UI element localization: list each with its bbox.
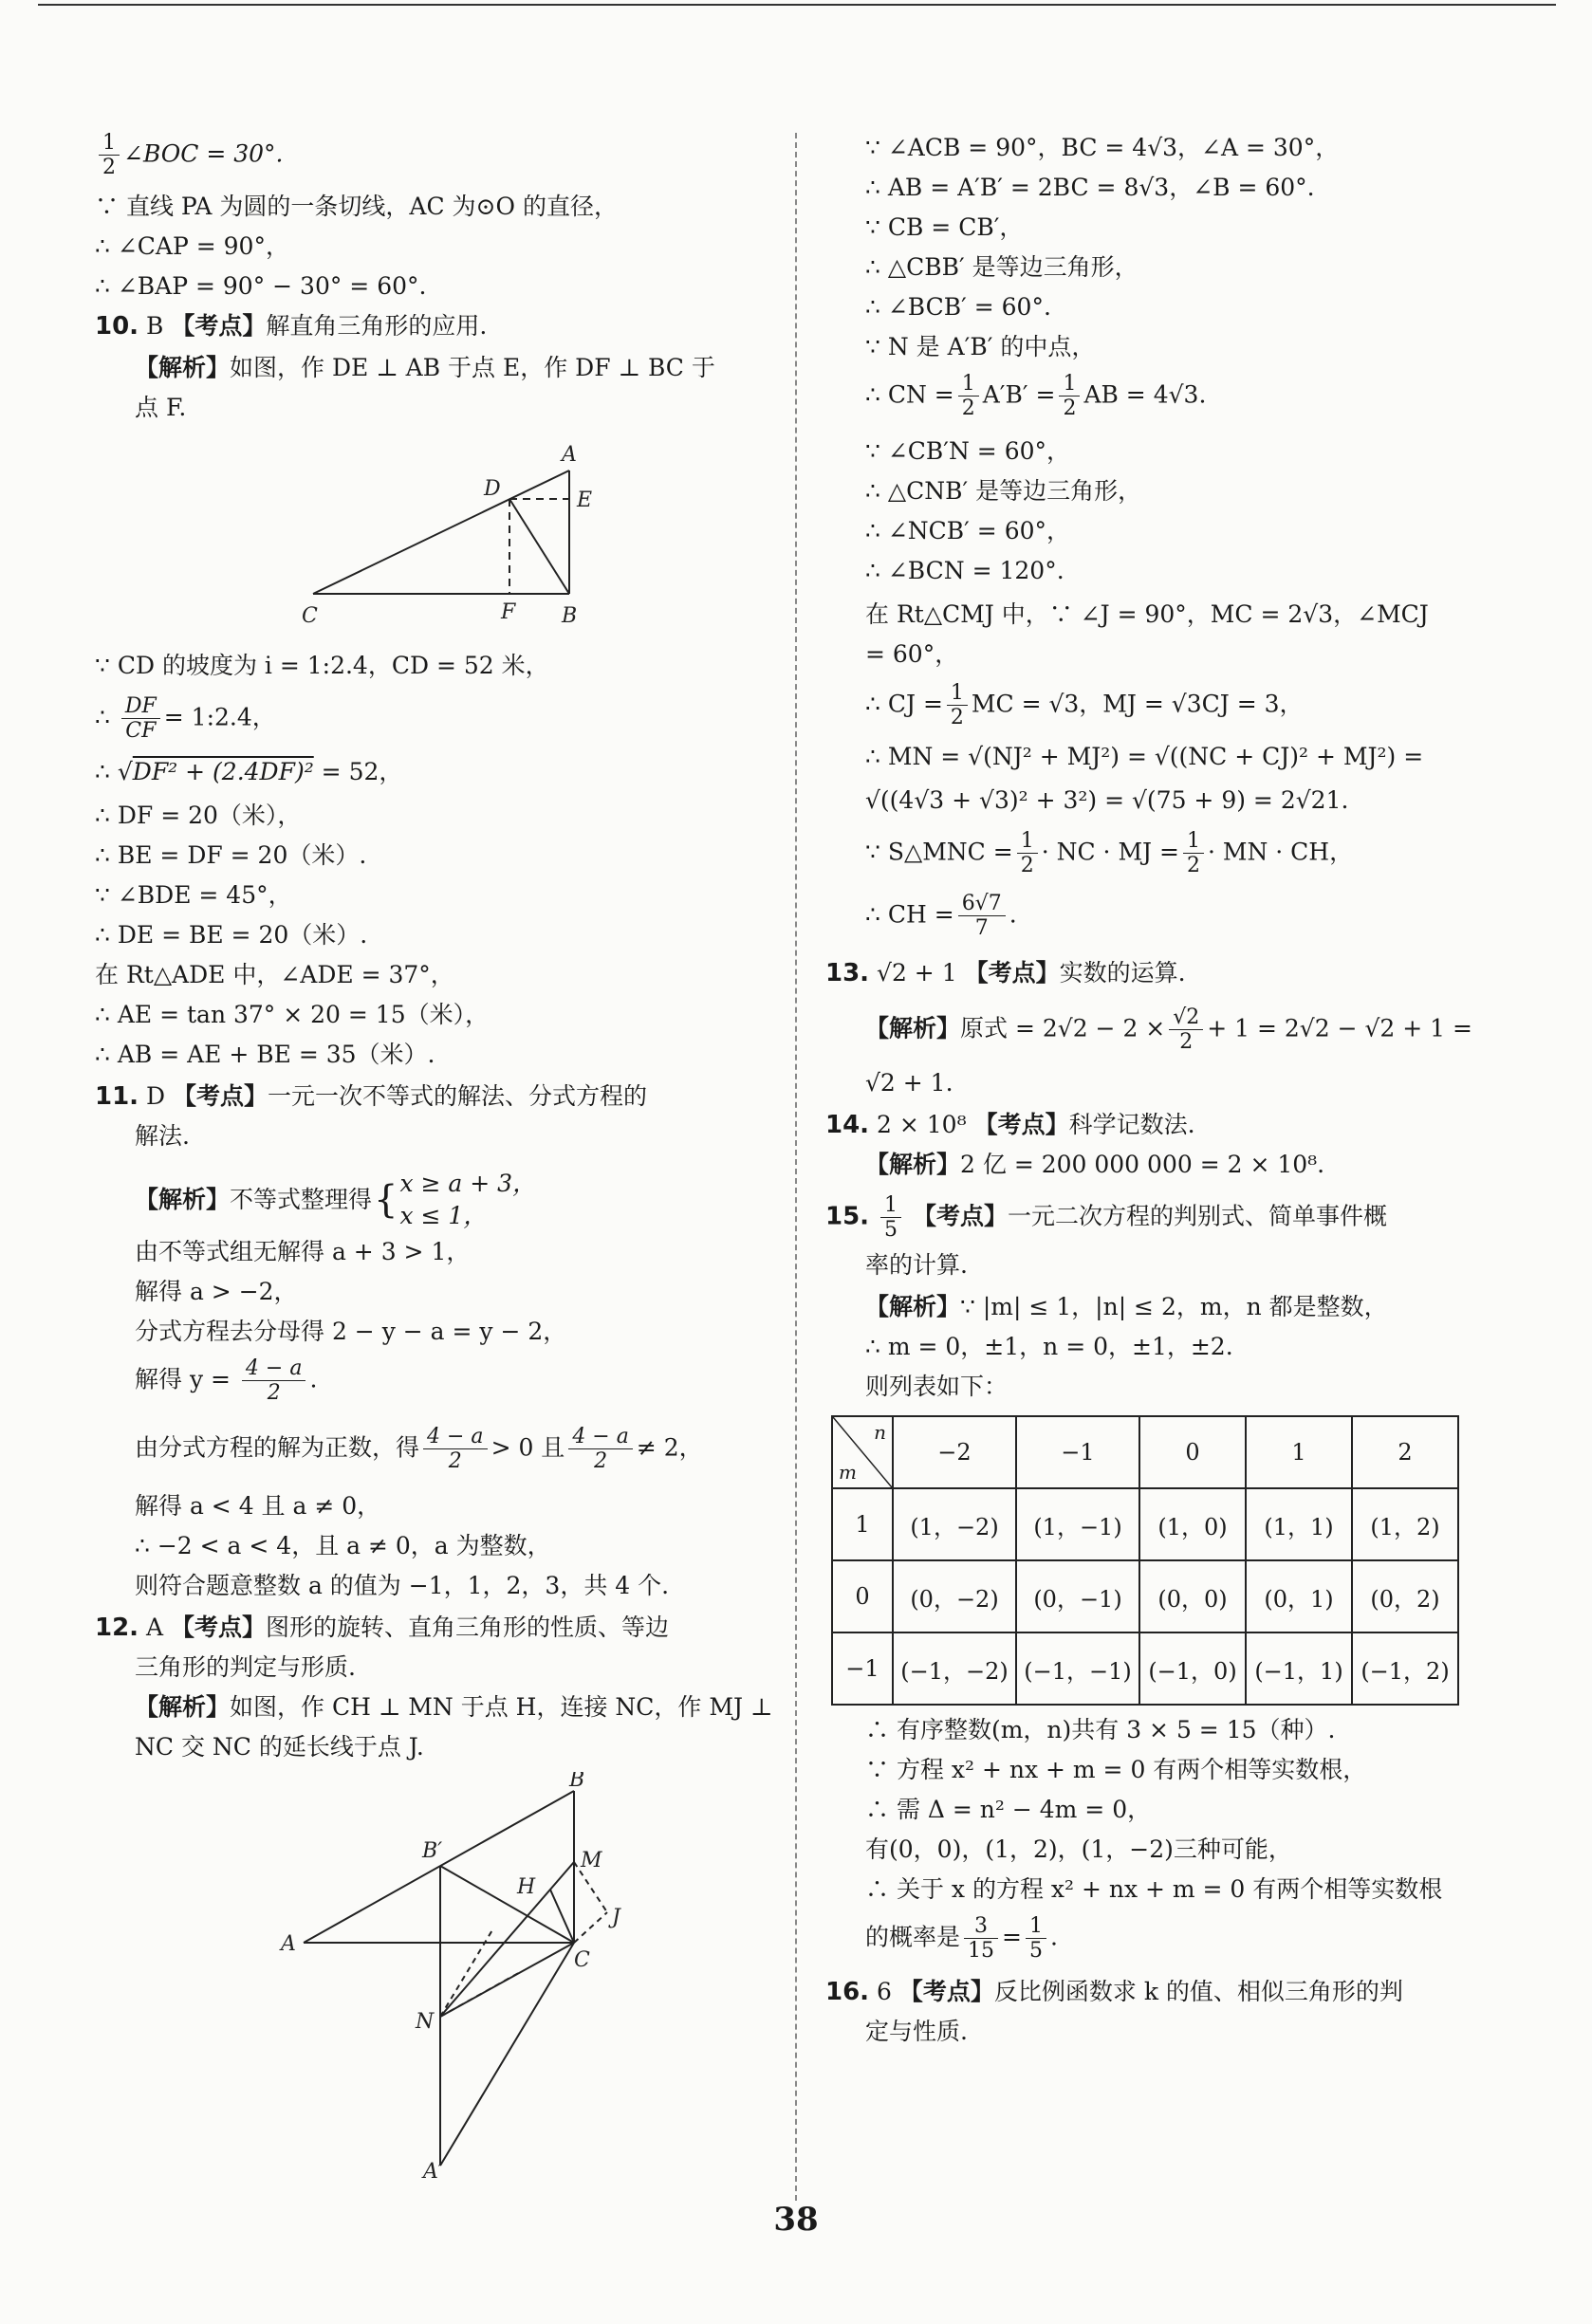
kaodian-text: 图形的旋转、直角三角形的性质、等边 bbox=[266, 1614, 670, 1641]
table-cell: (0，1) bbox=[1246, 1560, 1352, 1632]
frac-den: 2 bbox=[267, 1381, 281, 1406]
jiexi-tag: 【解析】 bbox=[865, 1014, 961, 1042]
kaodian-text: 一元二次方程的判别式、简单事件概 bbox=[1007, 1202, 1387, 1230]
label-H: H bbox=[517, 1875, 536, 1899]
answer: D bbox=[146, 1082, 166, 1110]
frac-num: 1 bbox=[1017, 829, 1038, 854]
kaodian-text: 一元一次不等式的解法、分式方程的 bbox=[268, 1082, 648, 1110]
r12-line: 在 Rt△CMJ 中，∵ ∠J = 90°，MC = 2√3，∠MCJ bbox=[865, 600, 1429, 628]
l3-line: ∴ ∠BAP = 90° − 30° = 60°. bbox=[95, 272, 427, 300]
line-dashed-1 bbox=[440, 1928, 493, 2017]
label-A-prime: A′ bbox=[423, 2160, 443, 2180]
l2-line: ∴ ∠CAP = 90°， bbox=[95, 232, 289, 260]
suffix: . bbox=[309, 1365, 318, 1393]
suffix: . bbox=[1009, 900, 1017, 929]
q13-header bbox=[825, 958, 1509, 1005]
q10-header bbox=[95, 311, 778, 353]
frac-den: 2 bbox=[1179, 1030, 1194, 1055]
q14-analysis bbox=[825, 1150, 1509, 1193]
kaodian-tag: 【考点】 bbox=[171, 312, 267, 340]
frac-den: 15 bbox=[968, 1939, 995, 1964]
label-C: C bbox=[302, 604, 318, 628]
col-header: 0 bbox=[1139, 1416, 1246, 1488]
label-C: C bbox=[574, 1948, 590, 1972]
answer-frac bbox=[880, 1193, 901, 1243]
table-cell: (0，−2) bbox=[893, 1560, 1016, 1632]
kaodian-text: 科学记数法. bbox=[1068, 1111, 1195, 1138]
kaodian-tag: 【考点】 bbox=[171, 1614, 267, 1641]
jiexi-tag: 【解析】 bbox=[135, 1185, 231, 1213]
suffix: ≠ 2， bbox=[636, 1433, 703, 1462]
q11-step-5 bbox=[95, 1425, 778, 1491]
q15-step-1: ∴ 有序整数(m，n)共有 3 × 5 = 15（种）. bbox=[865, 1716, 1336, 1743]
line-CA1 bbox=[440, 1943, 574, 2166]
q15-analysis-1 bbox=[825, 1292, 1509, 1332]
line-B1C bbox=[440, 1866, 574, 1943]
question-number: 11. bbox=[95, 1082, 139, 1111]
frac-num: 3 bbox=[964, 1914, 998, 1939]
r4-line: ∴ △CBB′ 是等边三角形， bbox=[865, 253, 1138, 281]
question-number: 16. bbox=[825, 1978, 870, 2006]
q10-step-2 bbox=[95, 694, 778, 757]
frac-2 bbox=[1026, 1914, 1046, 1964]
table-row bbox=[832, 1488, 1458, 1560]
r17-line bbox=[825, 829, 1509, 892]
table-cell: (−1，2) bbox=[1352, 1632, 1458, 1705]
frac-den: 2 bbox=[1020, 854, 1034, 878]
table-cell: (1，−1) bbox=[1016, 1488, 1139, 1560]
r18-line bbox=[825, 892, 1509, 958]
frac-den: 2 bbox=[448, 1449, 462, 1474]
page-number: 38 bbox=[773, 2201, 819, 2239]
q16-kaodian-2: 定与性质. bbox=[865, 2018, 968, 2045]
table-cell: (1，1) bbox=[1246, 1488, 1352, 1560]
frac bbox=[947, 681, 968, 730]
suffix: + 1 = 2√2 − √2 + 1 = bbox=[1207, 1014, 1472, 1042]
frac-num: 1 bbox=[947, 681, 968, 706]
col-header: 1 bbox=[1246, 1416, 1352, 1488]
r3-line: ∵ CB = CB′， bbox=[865, 213, 1024, 241]
table-cell: (−1，−2) bbox=[893, 1632, 1016, 1705]
suffix: = 1:2.4， bbox=[163, 703, 276, 731]
q15-header bbox=[825, 1193, 1509, 1250]
q12-figure bbox=[95, 1772, 778, 2180]
kaodian-text: 解直角三角形的应用. bbox=[266, 312, 488, 340]
q15-analysis-3: 则列表如下： bbox=[865, 1373, 1009, 1400]
jiexi-text: ∵ |m| ≤ 1，|n| ≤ 2，m，n 都是整数， bbox=[960, 1293, 1388, 1320]
q13-analysis-2: √2 + 1. bbox=[865, 1069, 953, 1097]
frac-den: 2 bbox=[961, 397, 975, 421]
q15-step-5: ∴ 关于 x 的方程 x² + nx + m = 0 有两个相等实数根 bbox=[865, 1875, 1443, 1903]
suffix: · MN · CH， bbox=[1207, 838, 1354, 866]
r6-line: ∵ N 是 A′B′ 的中点， bbox=[865, 333, 1096, 360]
frac-num: 4 − a bbox=[423, 1425, 488, 1449]
sys-line-2: x ≤ 1， bbox=[399, 1202, 488, 1229]
jiexi-text: 不等式整理得 bbox=[230, 1185, 373, 1213]
r14-line bbox=[825, 681, 1509, 742]
prefix: 由分式方程的解为正数，得 bbox=[135, 1433, 420, 1462]
table-cell: (0，0) bbox=[1139, 1560, 1246, 1632]
label-E: E bbox=[577, 489, 593, 512]
table-row bbox=[832, 1632, 1458, 1705]
q11-step-7: ∴ −2 < a < 4，且 a ≠ 0，a 为整数， bbox=[135, 1532, 551, 1559]
label-F: F bbox=[501, 600, 516, 624]
table-cell: (−1，1) bbox=[1246, 1632, 1352, 1705]
frac-den: 2 bbox=[102, 156, 116, 180]
frac bbox=[242, 1356, 306, 1406]
sys-line-1: x ≥ a + 3， bbox=[399, 1170, 537, 1198]
prefix: 的概率是 bbox=[865, 1923, 961, 1951]
jiexi-tag: 【解析】 bbox=[135, 1693, 231, 1721]
frac-den: 2 bbox=[1063, 397, 1077, 421]
label-N: N bbox=[416, 2010, 435, 2034]
text: ∠BOC = 30°. bbox=[123, 139, 284, 168]
label-M: M bbox=[581, 1849, 602, 1872]
jiexi-text: 2 亿 = 200 000 000 = 2 × 10⁸. bbox=[960, 1151, 1325, 1178]
frac-den: CF bbox=[125, 719, 157, 744]
prefix: ∴ bbox=[95, 703, 110, 731]
frac-2 bbox=[1183, 829, 1204, 878]
q16-header bbox=[825, 1977, 1509, 2017]
frac-1 bbox=[423, 1425, 488, 1474]
row-header: 1 bbox=[832, 1488, 893, 1560]
frac-num: 1 bbox=[1183, 829, 1204, 854]
middle: A′B′ = bbox=[982, 380, 1056, 409]
label-D: D bbox=[484, 477, 501, 501]
r9-line: ∴ △CNB′ 是等边三角形， bbox=[865, 477, 1142, 505]
r15-line: ∴ MN = √(NJ² + MJ²) = √((NC + CJ)² + MJ²) = bbox=[865, 743, 1424, 770]
q15-step-4: 有(0，0)，(1，2)，(1，−2)三种可能， bbox=[865, 1835, 1292, 1863]
jiexi-tag: 【解析】 bbox=[135, 354, 231, 381]
frac-den: 5 bbox=[884, 1218, 898, 1243]
q11-step-6: 解得 a < 4 且 a ≠ 0， bbox=[135, 1492, 381, 1520]
r1-line: ∵ ∠ACB = 90°，BC = 4√3，∠A = 30°， bbox=[865, 134, 1340, 161]
inequality-system bbox=[399, 1168, 536, 1232]
q10-analysis-1 bbox=[95, 353, 778, 393]
l1-line: ∵ 直线 PA 为圆的一条切线，AC 为⊙O 的直径， bbox=[95, 193, 618, 220]
question-number: 10. bbox=[95, 312, 139, 341]
frac-den: 7 bbox=[974, 916, 989, 941]
question-number: 15. bbox=[825, 1202, 870, 1231]
frac-den: 2 bbox=[594, 1449, 608, 1474]
middle: > 0 且 bbox=[491, 1433, 565, 1462]
q11-step-1: 由不等式组无解得 a + 3 > 1， bbox=[135, 1238, 471, 1265]
suffix: MC = √3，MJ = √3CJ = 3， bbox=[971, 690, 1304, 718]
frac-2 bbox=[1059, 372, 1080, 421]
frac-num: √2 bbox=[1169, 1005, 1203, 1030]
q15-step-3: ∴ 需 Δ = n² − 4m = 0， bbox=[865, 1796, 1152, 1823]
corner-n: n bbox=[874, 1421, 886, 1444]
kaodian-tag: 【考点】 bbox=[973, 1111, 1069, 1138]
l0-frac bbox=[99, 131, 120, 180]
q10-step-3 bbox=[95, 757, 778, 801]
frac-num: 1 bbox=[99, 131, 120, 156]
jiexi-tag: 【解析】 bbox=[865, 1151, 961, 1178]
table-cell: (1，0) bbox=[1139, 1488, 1246, 1560]
frac-1 bbox=[958, 372, 979, 421]
middle: · NC · MJ = bbox=[1041, 838, 1179, 866]
frac-num: DF bbox=[121, 694, 160, 719]
q10-step-1: ∵ CD 的坡度为 i = 1:2.4，CD = 52 米， bbox=[95, 652, 549, 679]
q10-step-6: ∵ ∠BDE = 45°， bbox=[95, 881, 292, 909]
q15-analysis-2: ∴ m = 0，±1，n = 0，±1，±2. bbox=[865, 1333, 1233, 1360]
q10-step-9: ∴ AE = tan 37° × 20 = 15（米）， bbox=[95, 1001, 490, 1028]
row-header: 0 bbox=[832, 1560, 893, 1632]
frac-num: 6√7 bbox=[958, 892, 1006, 916]
q11-step-3: 分式方程去分母得 2 − y − a = y − 2， bbox=[135, 1318, 567, 1345]
q10-step-5: ∴ BE = DF = 20（米）. bbox=[95, 841, 367, 869]
table-header-row bbox=[832, 1416, 1458, 1488]
q12-analysis-2: NC 交 NC 的延长线于点 J. bbox=[135, 1733, 424, 1761]
q13-analysis bbox=[825, 1005, 1509, 1068]
frac-num: 1 bbox=[1026, 1914, 1046, 1939]
l0-line bbox=[95, 131, 778, 192]
frac-num: 4 − a bbox=[242, 1356, 306, 1381]
kaodian-tag: 【考点】 bbox=[898, 1978, 994, 2005]
frac bbox=[121, 694, 160, 744]
q12-kaodian-2: 三角形的判定与形质. bbox=[135, 1653, 356, 1681]
frac-num: 4 − a bbox=[568, 1425, 633, 1449]
table-cell: (0，−1) bbox=[1016, 1560, 1139, 1632]
suffix: . bbox=[1049, 1923, 1058, 1951]
q10-step-8: 在 Rt△ADE 中，∠ADE = 37°， bbox=[95, 961, 454, 988]
q10-figure bbox=[95, 433, 778, 651]
frac-1 bbox=[1017, 829, 1038, 878]
answer: 6 bbox=[877, 1978, 892, 2005]
column-divider bbox=[795, 133, 797, 2201]
table-cell: (−1，0) bbox=[1139, 1632, 1246, 1705]
answer: A bbox=[146, 1614, 164, 1641]
row-header: −1 bbox=[832, 1632, 893, 1705]
label-B-prime: B′ bbox=[422, 1839, 443, 1863]
q10-step-10: ∴ AB = AE + BE = 35（米）. bbox=[95, 1041, 435, 1068]
line-CH bbox=[550, 1890, 574, 1943]
q14-header bbox=[825, 1110, 1509, 1150]
kaodian-tag: 【考点】 bbox=[912, 1202, 1008, 1230]
frac-num: 1 bbox=[958, 372, 979, 397]
top-rule bbox=[38, 4, 1556, 6]
table-cell: (0，2) bbox=[1352, 1560, 1458, 1632]
line-CJ bbox=[574, 1912, 607, 1943]
prefix: ∴ √ bbox=[95, 758, 133, 785]
corner-cell bbox=[832, 1416, 893, 1488]
answer: √2 + 1 bbox=[877, 959, 957, 987]
q15-kaodian-2: 率的计算. bbox=[865, 1251, 968, 1279]
jiexi-text: 如图，作 DE ⊥ AB 于点 E，作 DF ⊥ BC 于 bbox=[230, 354, 715, 381]
q10-analysis-2: 点 F. bbox=[135, 394, 187, 421]
question-number: 12. bbox=[95, 1614, 139, 1642]
q12-analysis-1 bbox=[95, 1692, 778, 1732]
prefix: ∴ CH = bbox=[865, 900, 954, 929]
frac-den: 5 bbox=[1028, 1939, 1043, 1964]
kaodian-tag: 【考点】 bbox=[964, 959, 1060, 987]
label-B: B bbox=[562, 604, 578, 628]
prefix: ∴ CN = bbox=[865, 380, 954, 409]
label-A: A bbox=[562, 443, 577, 467]
kaodian-text: 实数的运算. bbox=[1059, 959, 1186, 987]
frac-2 bbox=[568, 1425, 633, 1474]
kaodian-text: 反比例函数求 k 的值、相似三角形的判 bbox=[993, 1978, 1403, 2005]
question-number: 13. bbox=[825, 959, 870, 987]
label-A: A bbox=[281, 1932, 296, 1956]
middle: = bbox=[1002, 1923, 1022, 1951]
r10-line: ∴ ∠NCB′ = 60°， bbox=[865, 517, 1071, 544]
frac-den: 2 bbox=[950, 706, 964, 730]
q15-step-2: ∵ 方程 x² + nx + m = 0 有两个相等实数根， bbox=[865, 1756, 1367, 1783]
col-header: −1 bbox=[1016, 1416, 1139, 1488]
label-B: B bbox=[569, 1772, 585, 1792]
corner-m: m bbox=[839, 1461, 857, 1484]
r13-line: = 60°， bbox=[865, 640, 959, 668]
q11-analysis-1 bbox=[95, 1163, 778, 1237]
prefix: 原式 = 2√2 − 2 × bbox=[960, 1014, 1166, 1042]
line-DB bbox=[509, 499, 569, 594]
frac-num: 1 bbox=[1059, 372, 1080, 397]
probability-table bbox=[831, 1415, 1459, 1706]
frac bbox=[958, 892, 1006, 941]
q10-step-4: ∴ DF = 20（米）， bbox=[95, 802, 302, 829]
table-cell: (1，−2) bbox=[893, 1488, 1016, 1560]
prefix: 解得 y = bbox=[135, 1365, 231, 1393]
brace: { bbox=[374, 1178, 398, 1222]
suffix: AB = 4√3. bbox=[1083, 380, 1207, 409]
r2-line: ∴ AB = A′B′ = 2BC = 8√3，∠B = 60°. bbox=[865, 174, 1315, 201]
radicand: DF² + (2.4DF)² bbox=[132, 758, 314, 785]
r16-line: √((4√3 + √3)² + 3²) = √(75 + 9) = 2√21. bbox=[865, 786, 1349, 814]
jiexi-text: 如图，作 CH ⊥ MN 于点 H，连接 NC，作 MJ ⊥ bbox=[230, 1693, 773, 1721]
left-column bbox=[95, 131, 778, 2180]
r7-line bbox=[825, 372, 1509, 436]
answer: B bbox=[146, 312, 164, 340]
r5-line: ∴ ∠BCB′ = 60°. bbox=[865, 293, 1051, 321]
q11-step-8: 则符合题意整数 a 的值为 −1，1，2，3，共 4 个. bbox=[135, 1572, 670, 1599]
q11-step-2: 解得 a > −2， bbox=[135, 1278, 298, 1305]
answer: 2 × 10⁸ bbox=[877, 1111, 967, 1138]
suffix: = 52， bbox=[313, 758, 403, 785]
kaodian-tag: 【考点】 bbox=[173, 1082, 268, 1110]
right-column bbox=[825, 133, 1509, 2057]
col-header: −2 bbox=[893, 1416, 1016, 1488]
col-header: 2 bbox=[1352, 1416, 1458, 1488]
q11-step-4 bbox=[95, 1356, 778, 1425]
q12-header bbox=[95, 1613, 778, 1652]
table-cell: (1，2) bbox=[1352, 1488, 1458, 1560]
q11-header bbox=[95, 1081, 778, 1121]
line-NM bbox=[440, 1862, 574, 2017]
frac-num: 1 bbox=[880, 1193, 901, 1218]
r11-line: ∴ ∠BCN = 120°. bbox=[865, 557, 1064, 584]
prefix: ∴ CJ = bbox=[865, 690, 943, 718]
prefix: ∵ S△MNC = bbox=[865, 838, 1013, 866]
q11-kaodian-2: 解法. bbox=[135, 1122, 190, 1150]
table-row bbox=[832, 1560, 1458, 1632]
r8-line: ∵ ∠CB′N = 60°， bbox=[865, 437, 1071, 465]
q10-step-7: ∴ DE = BE = 20（米）. bbox=[95, 921, 368, 949]
label-J: J bbox=[612, 1906, 620, 1929]
frac-den: 2 bbox=[1186, 854, 1200, 878]
q15-step-6 bbox=[825, 1914, 1509, 1977]
frac-1 bbox=[964, 1914, 998, 1964]
jiexi-tag: 【解析】 bbox=[865, 1293, 961, 1320]
question-number: 14. bbox=[825, 1111, 870, 1139]
table-cell: (−1，−1) bbox=[1016, 1632, 1139, 1705]
frac bbox=[1169, 1005, 1203, 1055]
